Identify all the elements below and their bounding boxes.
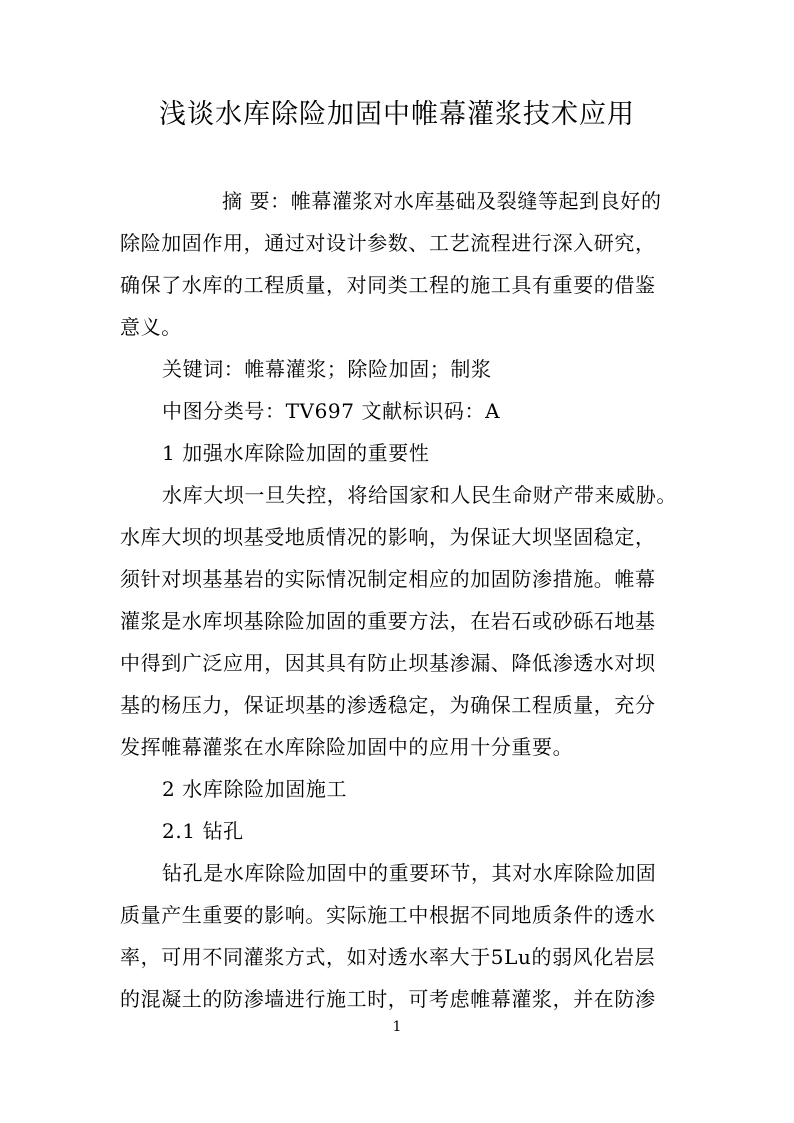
section-heading: 2 水库除险加固施工 xyxy=(162,777,348,801)
paragraph-line: 水库大坝一旦失控，将给国家和人民生命财产带来威胁。 xyxy=(162,483,677,507)
paragraph-line: 钻孔是水库除险加固中的重要环节，其对水库除险加固 xyxy=(162,861,657,885)
paragraph-line: 基的杨压力，保证坝基的渗透稳定，为确保工程质量，充分 xyxy=(120,693,656,717)
paragraph-line: 发挥帷幕灌浆在水库除险加固中的应用十分重要。 xyxy=(120,735,574,759)
page-number: 1 xyxy=(392,1019,402,1035)
abstract-line: 除险加固作用，通过对设计参数、工艺流程进行深入研究， xyxy=(120,231,656,255)
paragraph-line: 的混凝土的防渗墙进行施工时，可考虑帷幕灌浆，并在防渗 xyxy=(120,987,656,1011)
paragraph-line: 须针对坝基基岩的实际情况制定相应的加固防渗措施。帷幕 xyxy=(120,567,656,591)
paragraph-line: 水库大坝的坝基受地质情况的影响，为保证大坝坚固稳定， xyxy=(120,525,656,549)
paragraph-line: 中得到广泛应用，因其具有防止坝基渗漏、降低渗透水对坝 xyxy=(120,651,656,675)
abstract-line: 意义。 xyxy=(120,315,182,339)
section-heading: 1 加强水库除险加固的重要性 xyxy=(162,441,430,465)
abstract-line: 摘 要：帷幕灌浆对水库基础及裂缝等起到良好的 xyxy=(222,189,662,213)
classification-line: 中图分类号：TV697 文献标识码：A xyxy=(162,399,501,423)
document-title: 浅谈水库除险加固中帷幕灌浆技术应用 xyxy=(159,99,635,130)
abstract-line: 确保了水库的工程质量，对同类工程的施工具有重要的借鉴 xyxy=(120,273,656,297)
paragraph-line: 率，可用不同灌浆方式，如对透水率大于5Lu的弱风化岩层 xyxy=(120,945,656,969)
paragraph-line: 灌浆是水库坝基除险加固的重要方法，在岩石或砂砾石地基 xyxy=(120,609,656,633)
paragraph-line: 质量产生重要的影响。实际施工中根据不同地质条件的透水 xyxy=(120,903,656,927)
keywords-line: 关键词：帷幕灌浆；除险加固；制浆 xyxy=(162,357,492,381)
subsection-heading: 2.1 钻孔 xyxy=(162,819,244,843)
